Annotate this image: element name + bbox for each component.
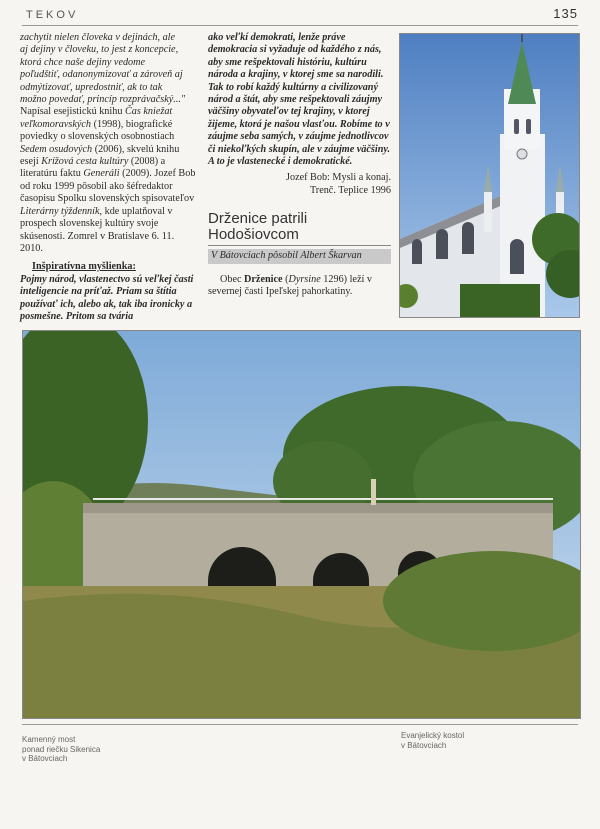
page-number: 135: [553, 6, 578, 21]
intro-line: odmýtizovať, upredostniť, ak to tak: [20, 81, 163, 93]
biography-paragraph: Napísal esejistickú knihu Čas kniežat veľkomoravských (1998), biografické poviedky o slovenských osobnostiach Sedem osudových (2006), skvelú knihu esejí Krížová cesta kultúry (2008) a literatúru faktu Generáli (2009). Jozef Bob od roku 1999 pôsobil ako šéfredaktor časopisu Spolku slovenských spisovateľov Literárny týždenník, kde uplatňoval v prospech slovenskej kultúry svoje skúsenosti. Zomrel v Bratislave 6. 11. 2010.: [20, 106, 196, 254]
column-middle: [208, 32, 391, 299]
bridge-photo: [22, 330, 581, 719]
intro-line: aj dejiny v človeku, to jest z koncepcie,: [20, 44, 179, 56]
article-title: Drženice patrili Hodošiovcom: [208, 211, 391, 246]
intro-line: možno povedať, princíp rozprávačský...": [20, 94, 186, 106]
intro-line: poľudštiť, odanonymizovať a zároveň aj: [20, 69, 183, 81]
inspirational-quote: [20, 261, 198, 323]
quote-text: Pojmy národ, vlastenectvo sú veľkej časti inteligencie na príťaž. Priam sa štítia používať ich, alebo ak, tak iba ironicky a posmešne. Pritom sa tvária: [20, 273, 194, 322]
article-subtitle: V Bátovciach pôsobil Albert Škarvan: [208, 249, 391, 263]
intro-line: zachytit nielen človeka v dejinách, ale: [20, 32, 176, 43]
quote-source: Jozef Bob: Mysli a konaj. Trenč. Teplice 1996: [286, 172, 391, 196]
quote-continued: ako veľkí demokrati, lenže práve demokracia si vyžaduje od každého z nás, aby sme rešpektovali históriu, kultúru národa a krajiny, v ktorej sme sa narodili. Tak to robí každý kultúrny a civilizovaný národ a štát, aby sme rešpektovali záujmy väčšiny obyvateľov tej krajiny, v ktorej žijeme, ktorá je našou vlasťou. Robíme to v záujme seba samých, v záujme jednotlivcov či niekoľkých skupín, ale v záujme väčšiny. A to je vlastenecké i demokratické.: [208, 32, 391, 168]
bridge-caption: Kamenný most ponad riečku Sikenica v Bátovciach: [22, 735, 101, 763]
church-caption: Evanjelický kostol v Bátovciach: [401, 731, 465, 750]
section-title: TEKOV: [26, 9, 79, 21]
intro-line: ktorá chce naše dejiny vedome: [20, 56, 146, 68]
caption-divider: [22, 724, 578, 725]
article-body: Obec Drženice (Dyrsine 1296) leží v severnej časti Ipeľskej pahorkatiny.: [208, 273, 372, 298]
quote-heading: Inšpiratívna myšlienka:: [32, 261, 136, 273]
header-divider: [22, 25, 578, 26]
column-left: [20, 32, 198, 323]
church-photo: [399, 33, 580, 318]
